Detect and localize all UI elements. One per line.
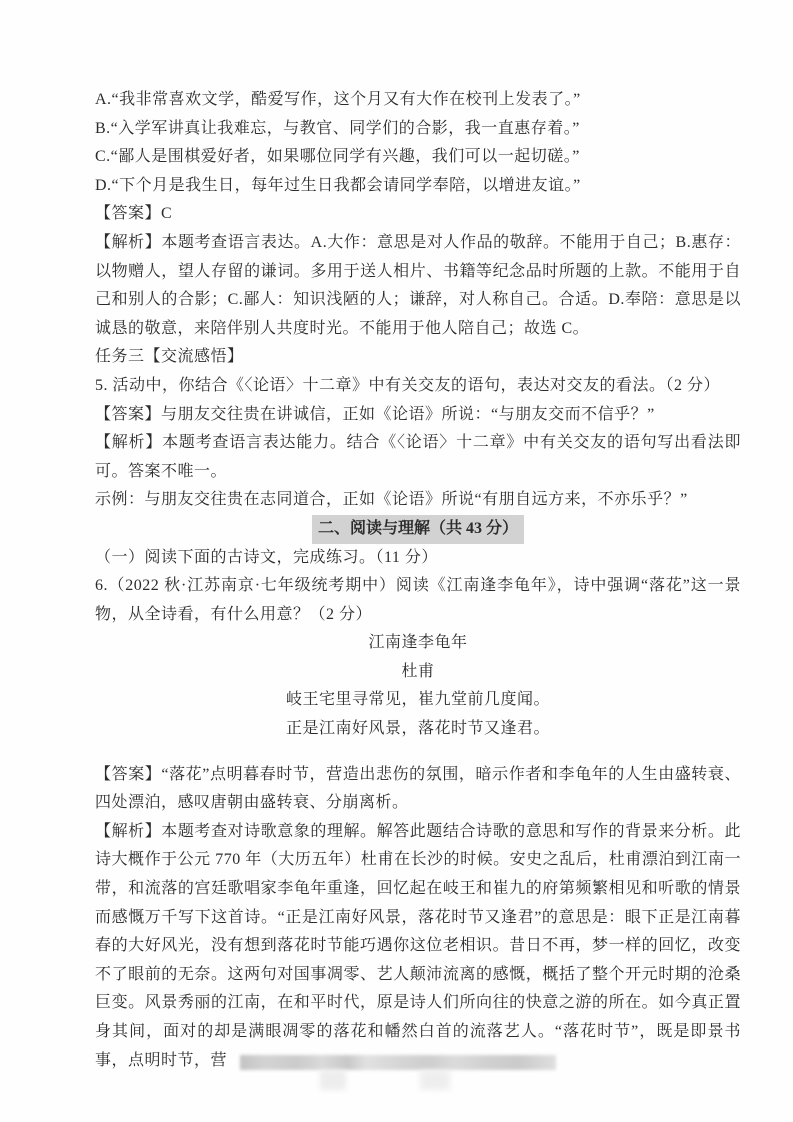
option-d: D.“下个月是我生日，每年过生日我都会请同学奉陪，以增进友谊。”	[95, 176, 581, 194]
section2-subsection: （一）阅读下面的古诗文，完成练习。（11 分）	[95, 548, 438, 566]
watermark-blur	[240, 1055, 556, 1070]
q4-answer: 【答案】C	[95, 205, 173, 223]
poem-line-1: 岐王宅里寻常见，崔九堂前几度闻。	[285, 691, 550, 709]
option-b: B.“入学军讲真让我难忘，与教官、同学们的合影，我一直惠存着。”	[95, 119, 580, 137]
q5-example: 示例：与朋友交往贵在志同道合，正如《论语》所说“有朋自远方来，不亦乐乎？”	[95, 491, 688, 509]
poem-title: 江南逢李龟年	[368, 634, 468, 652]
poem-block	[95, 629, 741, 743]
option-a: A.“我非常喜欢文学，酷爱写作，这个月又有大作在校刊上发表了。”	[95, 91, 581, 108]
poem-line-2: 正是江南好风景，落花时节又逢君。	[285, 720, 550, 738]
q5-analysis: 【解析】本题考查语言表达能力。结合《〈论语〉十二章》中有关交友的语句写出看法即可。答案不唯一。	[95, 434, 741, 480]
q4-analysis: 【解析】本题考查语言表达。A.大作：意思是对人作品的敬辞。不能用于自己；B.惠存：以物赠人，望人存留的谦词。多用于送人相片、书籍等纪念品时所题的上款。不能用于自己和别人的合影；C.鄙人：知识浅陋的人；谦辞，对人称自己。合适。D.奉陪：意思是以诚恳的敬意，来陪伴别人共度时光。不能用于他人陪自己；故选 C。	[95, 233, 741, 337]
q6-analysis: 【解析】本题考查对诗歌意象的理解。解答此题结合诗歌的意思和写作的背景来分析。此诗大概作于公元 770 年（大历五年）杜甫在长沙的时候。安史之乱后，杜甫漂泊到江南一带，和流落的宫廷歌唱家李龟年重逢，回忆起在岐王和崔九的府第频繁相见和听歌的情景而感慨万千写下这首诗。“正是江南好风景，落花时节又逢君”的意思是：眼下正是江南暮春的大好风光，没有想到落花时节能巧遇你这位老相识。昔日不再，梦一样的回忆，改变不了眼前的无奈。这两句对国事凋零、艺人颠沛流离的感慨，概括了整个开元时期的沧桑巨变。风景秀丽的江南，在和平时代，原是诗人们所向往的快意之游的所在。如今真正置身其间，面对的却是满眼凋零的落花和幡然白首的流落艺人。“落花时节”，既是即景书事，点明时节，营	[95, 822, 741, 1069]
document-content	[95, 86, 741, 1075]
q6-answer: 【答案】“落花”点明暮春时节，营造出悲伤的氛围，暗示作者和李龟年的人生由盛转衰、四处漂泊，感叹唐朝由盛转衰、分崩离析。	[95, 765, 741, 812]
q5-answer: 【答案】与朋友交往贵在讲诚信，正如《论语》所说：“与朋友交而不信乎？”	[95, 405, 655, 423]
q6-stem: 6.（2022 秋·江苏南京·七年级统考期中）阅读《江南逢李龟年》，诗中强调“落花”这一景物，从全诗看，有什么用意？（2 分）	[95, 577, 741, 623]
watermark-smudge-icon	[320, 1070, 346, 1090]
task3-title: 任务三【交流感悟】	[95, 348, 244, 366]
section2-header: 二、阅读与理解（共 43 分）	[312, 515, 524, 544]
watermark-smudge-icon	[420, 1070, 450, 1090]
poem-author: 杜甫	[401, 662, 435, 680]
option-c: C.“鄙人是围棋爱好者，如果哪位同学有兴趣，我们可以一起切磋。”	[95, 148, 580, 166]
section2-header-row	[95, 515, 741, 544]
q5-stem: 5. 活动中，你结合《〈论语〉十二章》中有关交友的语句，表达对交友的看法。（2 分）	[95, 376, 721, 394]
